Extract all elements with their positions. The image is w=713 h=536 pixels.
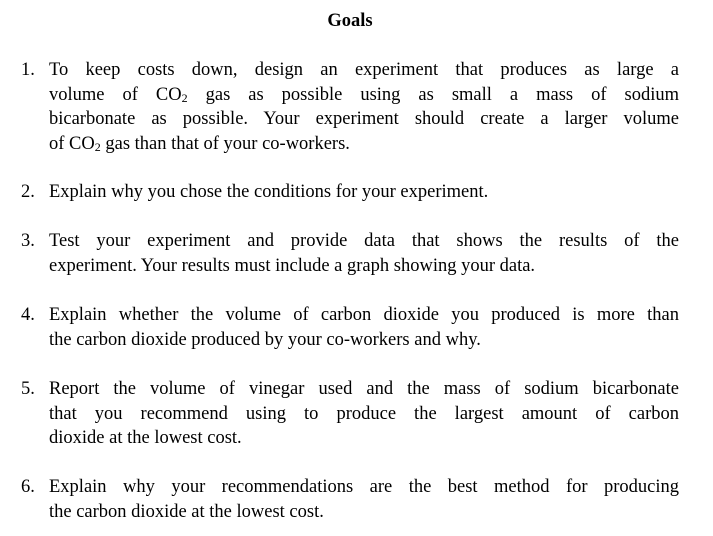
goal-line: the carbon dioxide at the lowest cost.: [49, 501, 324, 522]
goal-number: 6.: [21, 477, 35, 497]
goal-line: volume of $CO_2$ gas as possible using as small a mass of sodium: [49, 84, 679, 105]
goal-line: bicarbonate as possible. Your experiment should create a larger volume: [49, 109, 679, 129]
goal-line: Explain why you chose the conditions for your experiment.: [49, 182, 489, 202]
goal-text: [49, 229, 679, 278]
goal-line: Explain whether the volume of carbon dioxide you produced is more than: [49, 305, 679, 325]
goal-number: 5.: [21, 379, 35, 399]
page-title: Goals: [327, 11, 373, 31]
goal-line: experiment. Your results must include a graph showing your data.: [49, 255, 536, 276]
goal-number: 1.: [21, 60, 35, 80]
goal-line: that you recommend using to produce the largest amount of carbon: [49, 403, 679, 424]
goal-text: [49, 303, 679, 352]
goal-line: To keep costs down, design an experiment that produces as large a: [49, 60, 679, 80]
goal-text: [49, 180, 679, 205]
goal-number: 4.: [21, 305, 35, 325]
goal-number: 2.: [21, 182, 35, 202]
goal-line: of $CO_2$ gas than that of your co-workers.: [49, 133, 350, 154]
goal-line: the carbon dioxide produced by your co-workers and why.: [49, 329, 481, 350]
goal-text: [49, 377, 679, 451]
goal-text: [49, 58, 679, 156]
goal-text: [49, 475, 679, 524]
goal-line: Test your experiment and provide data that shows the results of the: [49, 231, 679, 251]
goal-number: 3.: [21, 231, 35, 251]
goal-line: Report the volume of vinegar used and the mass of sodium bicarbonate: [49, 379, 679, 399]
goal-line: Explain why your recommendations are the best method for producing: [49, 477, 679, 497]
goal-line: dioxide at the lowest cost.: [49, 428, 242, 448]
